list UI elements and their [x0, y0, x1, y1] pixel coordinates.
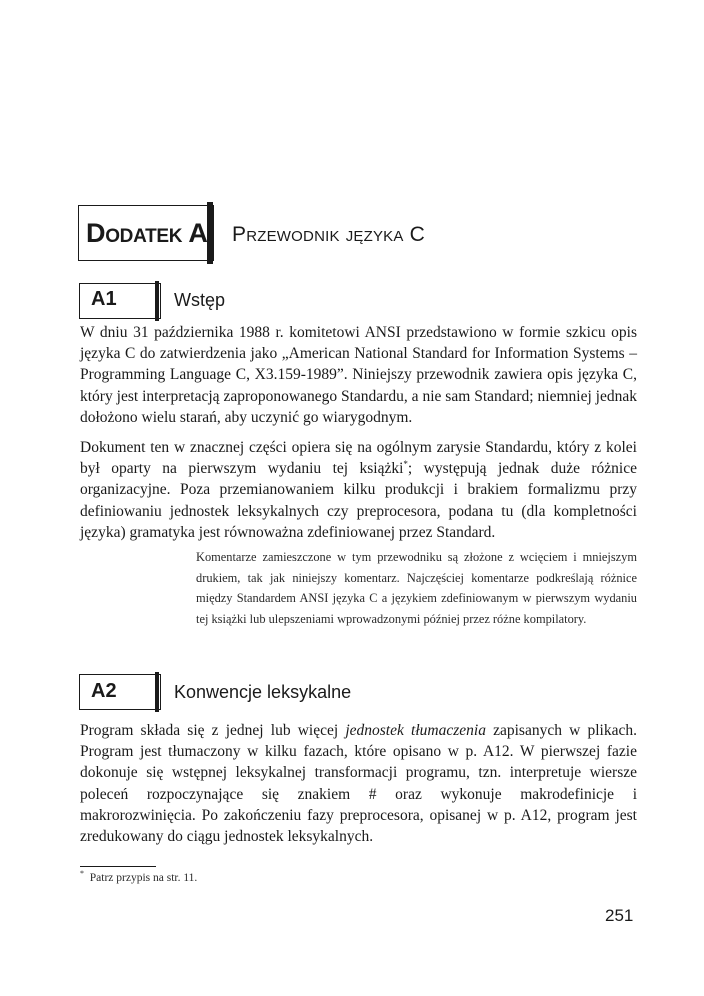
section-a2-number: A2 — [91, 680, 117, 702]
section-a2-paragraph-1 — [80, 720, 637, 847]
section-a1-paragraph-1: W dniu 31 października 1988 r. komitetowi ANSI przedstawiono w formie szkicu opis języka C do zatwierdzenia jako „American National Standard for Information Systems – Programming Language C, X3.159-1989”. Niniejszy przewodnik zawiera opis języka C, który jest interpretacją zaproponowanego Standardu, a nie sam Standard; niemniej jednak dołożono wielu starań, aby uczynić go wiarygodnym. — [80, 324, 637, 426]
footnote-reference-mark: * — [403, 459, 408, 470]
appendix-title — [232, 223, 425, 247]
paragraph-2-text-after-footnote: ; występują jednak duże różnice organizacyjne. Poza przemianowaniem kilku produkcji i brakiem formalizmu przy definiowaniu jednostek leksykalnych czy preprocesora, podana tu (dla kompletności języka) gramatyka jest równoważna zdefiniowanej przez Standard. — [80, 460, 637, 541]
appendix-label-caps: Dodatek A — [86, 218, 208, 248]
footnote — [80, 869, 198, 884]
appendix-label — [86, 218, 208, 249]
section-a1-number: A1 — [91, 288, 117, 310]
paragraph-text-before-term: Program składa się z jednej lub więcej — [80, 722, 346, 739]
defined-term: jednostek tłumaczenia — [345, 722, 486, 739]
section-a1-comment: Komentarze zamieszczone w tym przewodniku są złożone z wcięciem i mniejszym drukiem, tak jak niniejszy komentarz. Najczęściej komentarze podkreślają różnice między Standardem ANSI języka C a językiem zdefiniowanym w pierwszym wydaniu tej książki lub ulepszeniami wprowadzonymi później przez różne kompilatory. — [196, 550, 637, 626]
paragraph-text-after-term: zapisanych w plikach. Program jest tłumaczony w kilku fazach, które opisano w p. A12. W pierwszej fazie dokonuje się wstępnej leksykalnej transformacji programu, tzn. interpretuje wiersze poleceń rozpoczynające się znakiem # oraz wykonuje makrodefinicje i makrorozwinięcia. Po zakończeniu fazy preprocesora, opisanej w p. A12, program jest zredukowany do ciągu jednostek leksykalnych. — [80, 722, 637, 846]
footnote-text: Patrz przypis na str. 11. — [89, 872, 198, 884]
section-a2-number-bar — [155, 672, 159, 712]
appendix-title-caps: Przewodnik języka C — [232, 223, 425, 246]
section-a1-paragraph-2 — [80, 437, 637, 543]
page-number: 251 — [605, 906, 634, 925]
section-a2-title: Konwencje leksykalne — [174, 682, 352, 702]
footnote-rule — [80, 866, 156, 867]
section-a1-title: Wstęp — [174, 290, 226, 310]
appendix-label-bar — [207, 202, 213, 264]
paragraph-2-text-before-footnote: Dokument ten w znacznej części opiera się na ogólnym zarysie Standardu, który z kolei był oparty na pierwszym wydaniu tej książki — [80, 439, 637, 478]
footnote-mark: * — [80, 869, 84, 879]
section-a1-number-bar — [155, 281, 159, 321]
